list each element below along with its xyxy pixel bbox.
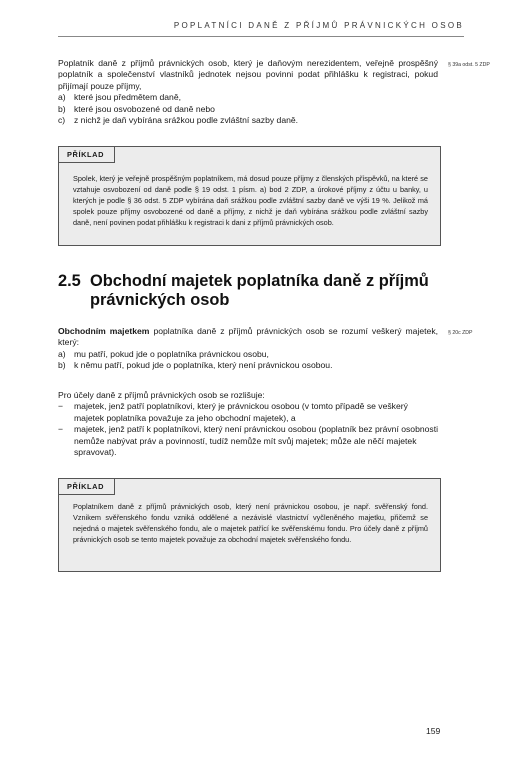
- intro-list: [58, 92, 438, 126]
- example-text: Spolek, který je veřejně prospěšným poplatníkem, má dosud pouze příjmy z členských příspěvků, na které se vztahuje osvobození od daně podle § 19 odst. 1 písm. a) bod 2 ZDP, a úrokové příjmy z účtu u banky, u kterých je podle § 36 odst. 5 ZDP vybírána daň srážkou podle zvláštní sazby daně ve výši 19 %. Jelikož má spolek pouze příjmy osvobozené od daně a příjmy, z nichž je daň vybírána srážkou podle zvláštní sazby daně, není povinen podat přihlášku k registraci k dani z příjmů právnických osob.: [73, 174, 428, 227]
- intro-block: [58, 58, 438, 126]
- header-rule: [58, 36, 464, 37]
- margin-note-39a: § 39a odst. 5 ZDP: [448, 62, 490, 68]
- distinction-lead: Pro účely daně z příjmů právnických osob se rozlišuje:: [58, 390, 265, 400]
- list-item: c) z nichž je daň vybírána srážkou podle zvláštní sazby daně.: [58, 115, 299, 126]
- distinction-list: [58, 401, 438, 458]
- running-header: POPLATNÍCI DANĚ Z PŘÍJMŮ PRÁVNICKÝCH OSOB: [173, 21, 464, 30]
- list-item: − majetek, jenž patří poplatníkovi, který je právnickou osobou (v tomto případě se veškerý majetek poplatníka považuje za jeho obchodní majetek), a: [58, 401, 408, 423]
- intro-paragraph: Poplatník daně z příjmů právnických osob, který je daňovým nerezidentem, veřejně prospěšný poplatník a společenství vlastníků jednotek nejsou povinni podat přihlášku k registraci, pokud přijímají pouze příjmy,: [58, 58, 438, 91]
- definition-list: [58, 349, 438, 372]
- list-item: a) mu patří, pokud jde o poplatníka právnickou osobu,: [58, 348, 269, 359]
- definition-paragraph: Obchodním majetkem poplatníka daně z příjmů právnických osob se rozumí veškerý majetek, který:: [58, 326, 439, 348]
- example-label: PŘÍKLAD: [58, 146, 115, 163]
- list-item: b) k němu patří, pokud jde o poplatníka, který není právnickou osobou.: [58, 360, 333, 371]
- list-item: b) které jsou osvobozené od daně nebo: [58, 103, 215, 114]
- definition-term: Obchodním majetkem: [58, 326, 150, 336]
- list-item: a) které jsou předmětem daně,: [58, 92, 182, 103]
- example-box-2: [58, 478, 441, 572]
- section-heading: [58, 272, 448, 310]
- example-box-1: [58, 146, 441, 246]
- page-number: 159: [426, 726, 441, 736]
- definition-block: [58, 326, 438, 372]
- section-number: 2.5: [58, 272, 81, 290]
- example-text: Poplatníkem daně z příjmů právnických osob, který není právnickou osobou, je např. svěřenský fond. Vznikem svěřenského fondu vzniká oddělené a nezávislé vlastnictví vyčleněného majetku, přičemž se nejedná o majetek svěřenského fondu, ale o majetek patřící ke svěřenskému fondu. Pro účely daně z příjmů právnických osob se tento majetek považuje za obchodní majetek svěřenského fondu.: [73, 502, 428, 544]
- margin-note-20c: § 20c ZDP: [448, 330, 473, 336]
- list-item: − majetek, jenž patří k poplatníkovi, který není právnickou osobou (poplatník bez právní osobnosti nemůže nabývat práv a povinností, tudíž nemůže mít svůj majetek; může ale něčí majetek spravovat).: [58, 424, 439, 458]
- example-label: PŘÍKLAD: [58, 478, 115, 495]
- distinction-block: [58, 390, 438, 458]
- section-title: Obchodní majetek poplatníka daně z příjmů právnických osob: [90, 272, 429, 309]
